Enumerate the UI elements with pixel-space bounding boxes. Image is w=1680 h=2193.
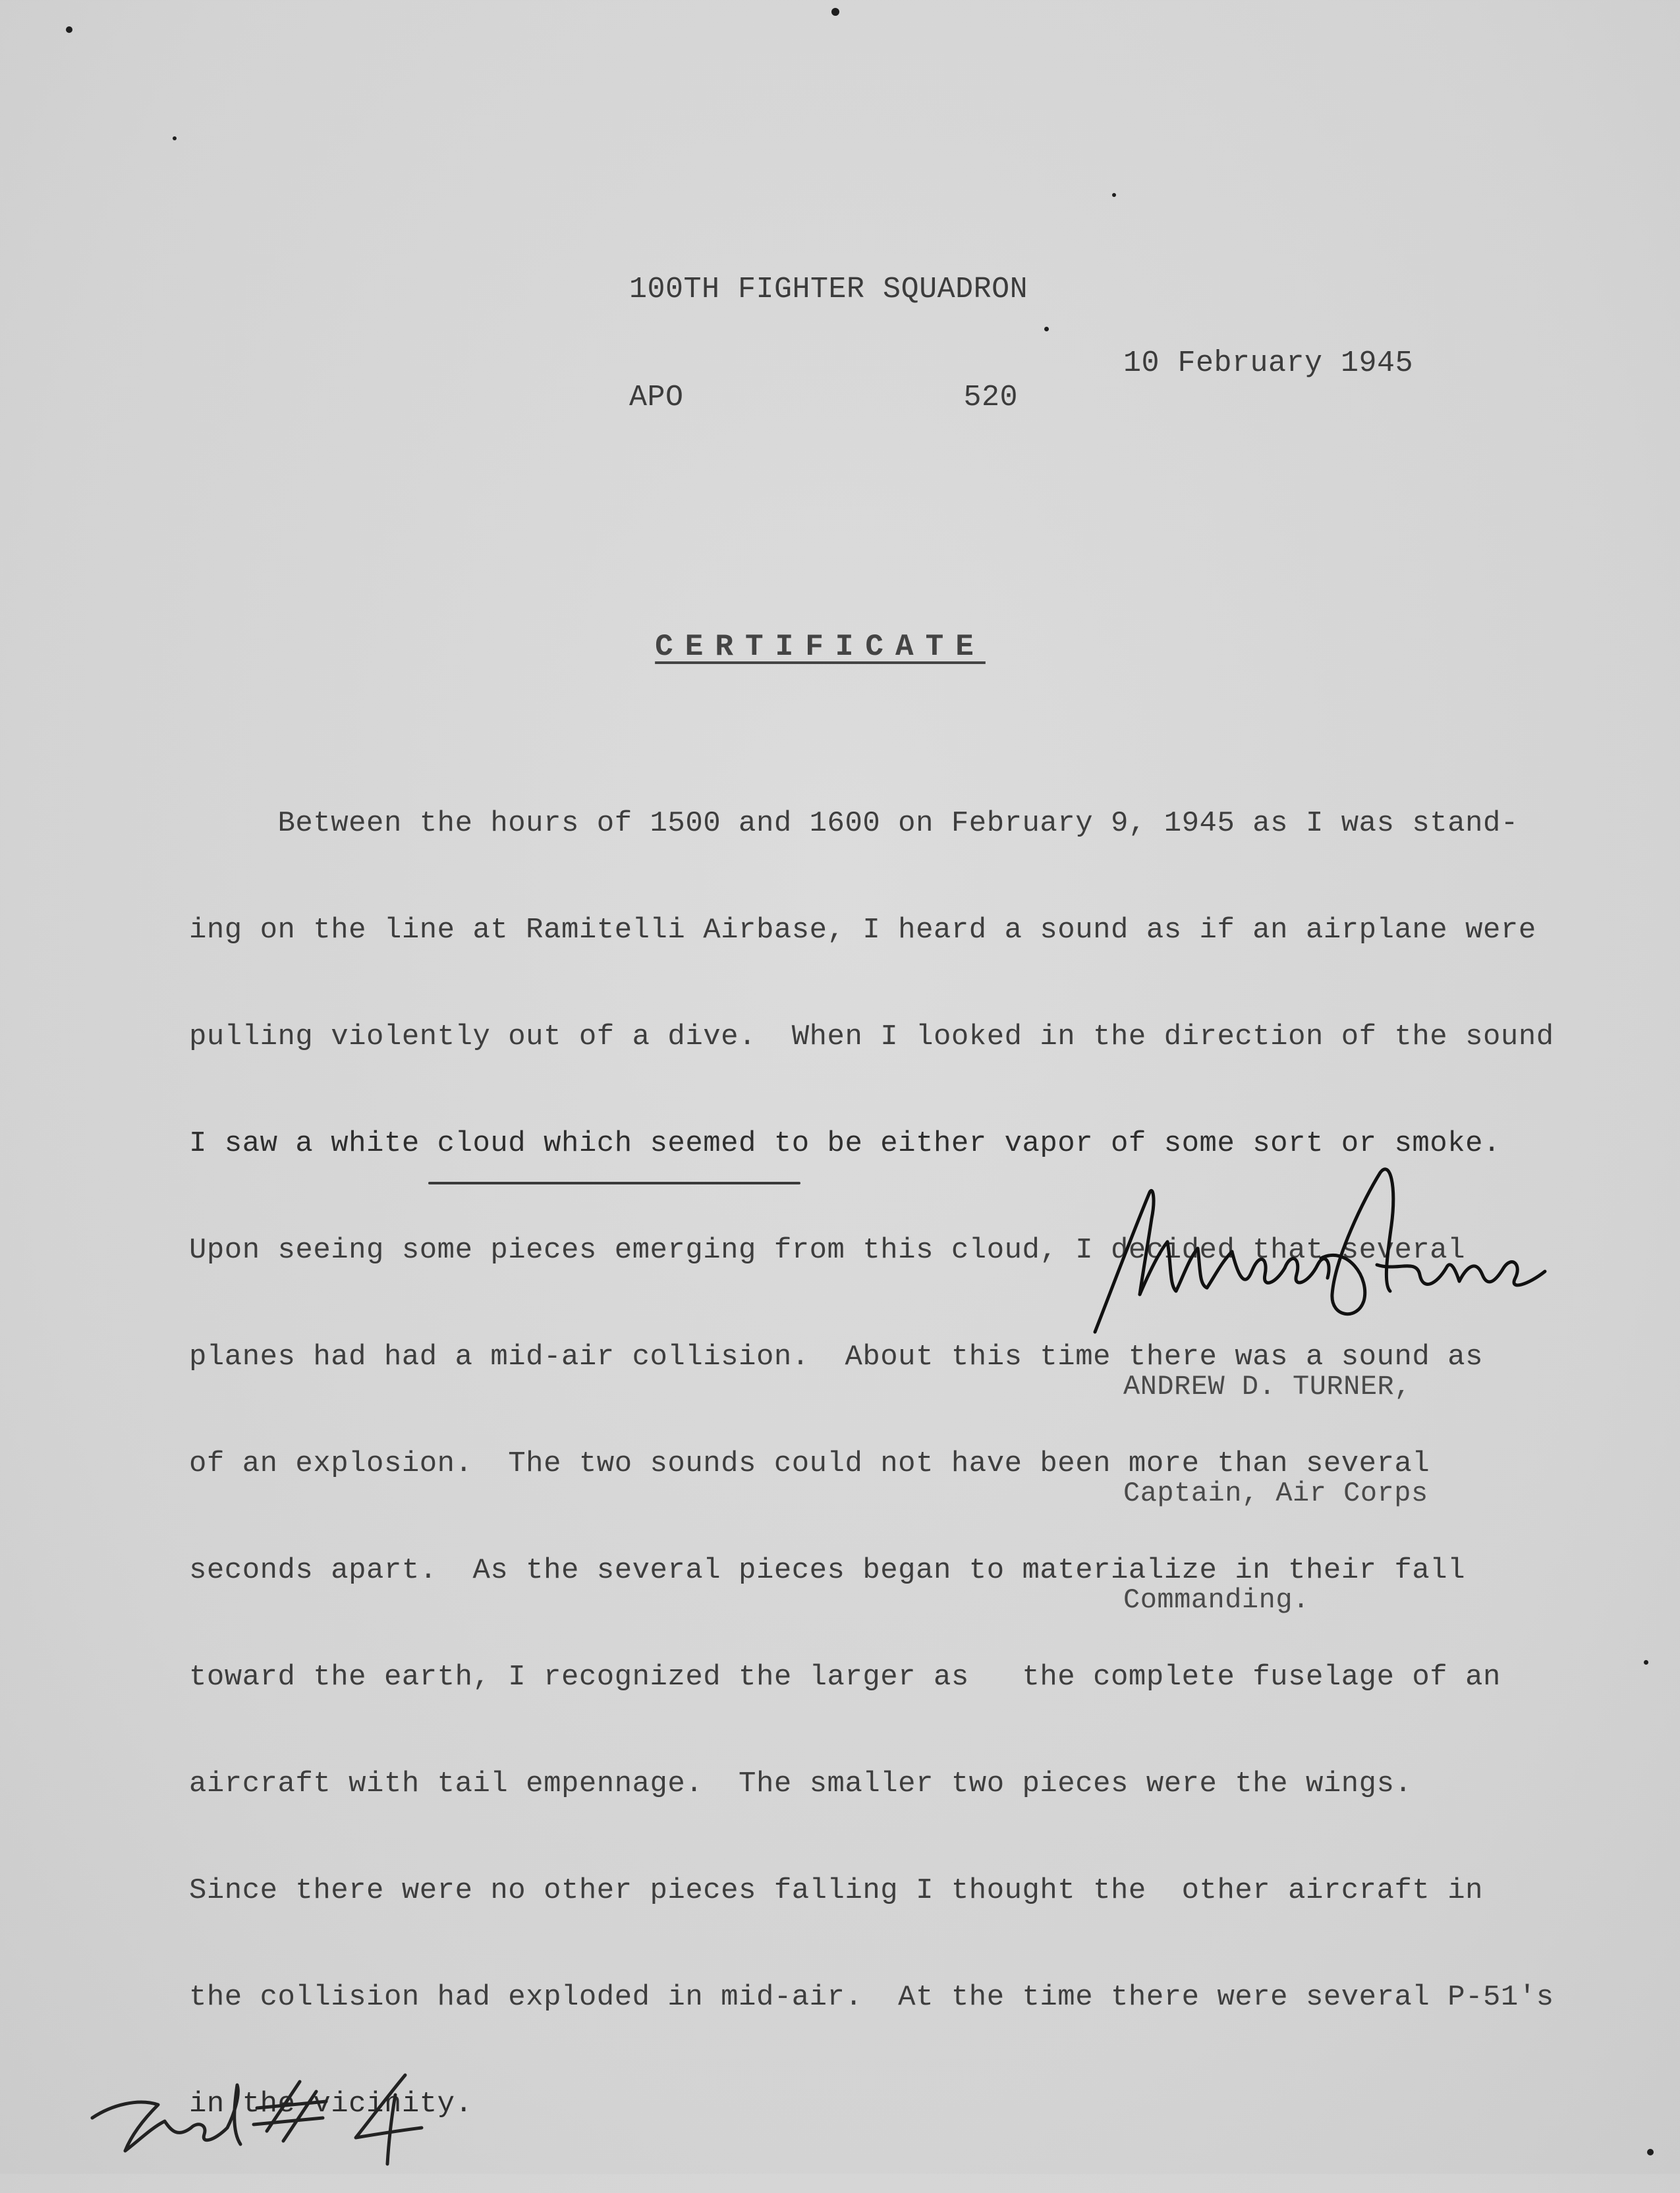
body-line: Between the hours of 1500 and 1600 on February 9, 1945 as I was stand- [189,807,1519,840]
letterhead [629,201,1028,488]
body-line: planes had had a mid-air collision. About this time there was a sound as [189,1341,1484,1374]
body-line: aircraft with tail empennage. The smaller two pieces were the wings. [189,1767,1413,1800]
letterhead-apo-number: 520 [963,381,1018,414]
speck-mark [831,8,839,16]
signatory-role: Commanding. [1123,1584,1310,1616]
body-line: in the vicinity. [189,2088,473,2121]
document-title: CERTIFICATE [655,630,986,664]
body-line: seconds apart. As the several pieces began to materialize in their fall [189,1554,1466,1587]
body-line: Upon seeing some pieces emerging from this cloud, I decided that several [189,1234,1466,1267]
body-line: pulling violently out of a dive. When I looked in the direction of the sound [189,1020,1554,1053]
letterhead-unit: 100TH FIGHTER SQUADRON [629,273,1028,306]
document-date: 10 February 1945 [1123,347,1414,380]
signatory-name: ANDREW D. TURNER, [1123,1371,1411,1402]
letterhead-apo-line [629,380,1024,417]
speck-mark [1647,2149,1654,2155]
letterhead-apo-label: APO [629,381,684,414]
signatory-rank: Captain, Air Corps [1123,1478,1428,1509]
speck-mark [66,26,72,33]
body-line: of an explosion. The two sounds could not have been more than several [189,1447,1430,1480]
body-line: toward the earth, I recognized the larger as the complete fuselage of an [189,1661,1501,1694]
body-line: I saw a white cloud which seemed to be either vapor of some sort or smoke. [189,1127,1501,1160]
speck-mark [1044,327,1049,331]
handwritten-enclosure-note [79,2068,435,2167]
speck-mark [173,136,177,140]
signature-block [1123,1298,1428,1689]
letterhead-unit-line [629,272,1028,309]
body-line: Since there were no other pieces falling I thought the other aircraft in [189,1874,1484,1907]
body-line: the collision had exploded in mid-air. At the time there were several P-51's [189,1981,1554,2014]
speck-mark [1112,193,1116,197]
ink-underline-stroke [428,1182,800,1184]
body-line: ing on the line at Ramitelli Airbase, I heard a sound as if an airplane were [189,914,1536,947]
speck-mark [1644,1660,1648,1665]
